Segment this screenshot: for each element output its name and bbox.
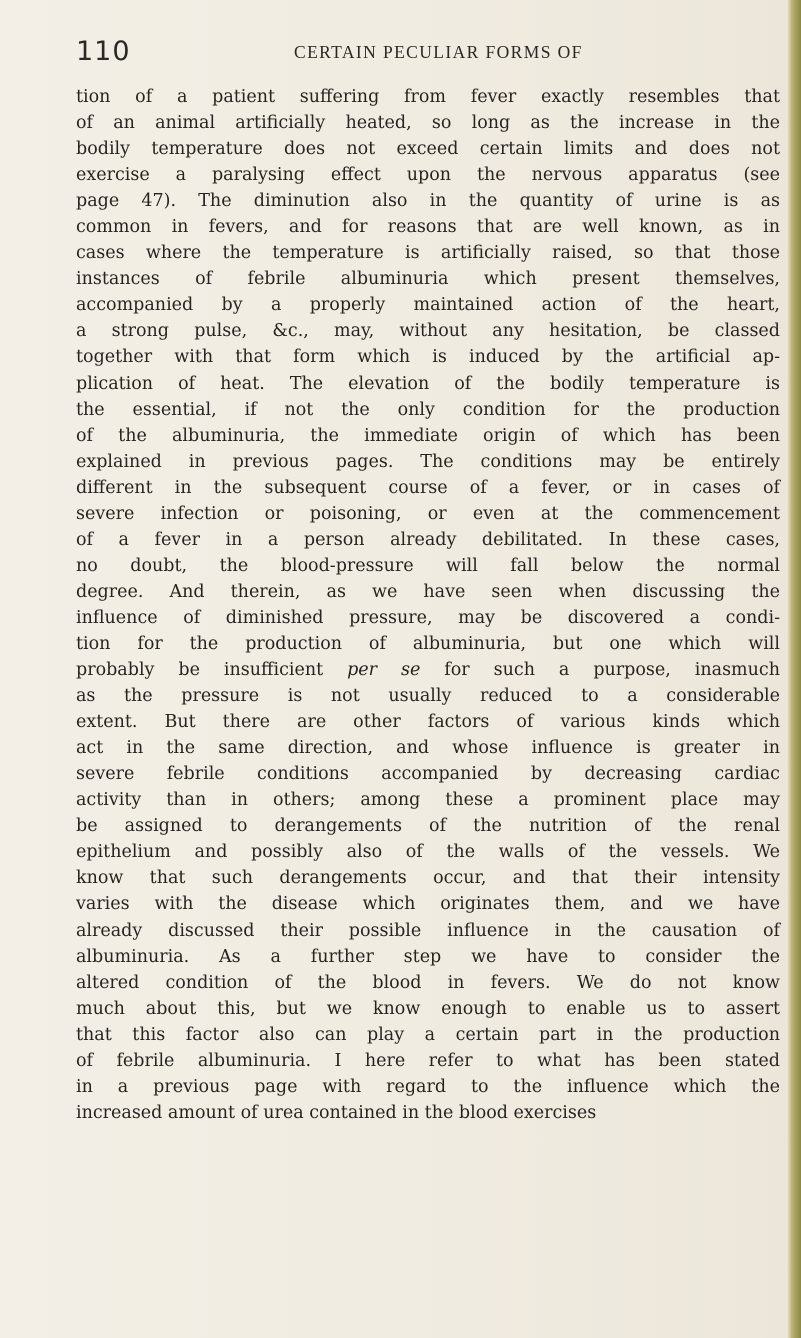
text-line: plication of heat. The elevation of the bodily temperature is [76, 373, 780, 394]
text-line: probably be insufficient per se for such a purpose, inasmuch [76, 660, 780, 681]
text-line: know that such derangements occur, and that their intensity [76, 868, 780, 889]
text-line: of the albuminuria, the immediate origin of which has been [76, 425, 780, 446]
text-line: together with that form which is induced by the artificial ap- [76, 347, 780, 368]
text-line: degree. And therein, as we have seen when discussing the [76, 581, 780, 602]
text-line: severe febrile conditions accompanied by decreasing cardiac [76, 764, 780, 785]
text-line: exercise a paralysing effect upon the nervous apparatus (see [76, 165, 780, 186]
text-line: be assigned to derangements of the nutrition of the renal [76, 816, 780, 837]
running-head [76, 36, 716, 72]
text-line: tion for the production of albuminuria, but one which will [76, 633, 780, 654]
text-line: altered condition of the blood in fevers. We do not know [76, 972, 780, 993]
text-line: act in the same direction, and whose influence is greater in [76, 738, 780, 759]
text-line: cases where the temperature is artificially raised, so that those [76, 243, 780, 264]
text-line: activity than in others; among these a prominent place may [76, 790, 780, 811]
text-line: bodily temperature does not exceed certain limits and does not [76, 139, 780, 160]
text-line: increased amount of urea contained in the blood exercises [76, 1102, 597, 1123]
text-line: as the pressure is not usually reduced to a considerable [76, 686, 780, 707]
text-line: instances of febrile albuminuria which present themselves, [76, 269, 780, 290]
body-text [76, 84, 788, 1126]
text-line: that this factor also can play a certain part in the production [76, 1024, 780, 1045]
page-edge-shadow [787, 0, 801, 1338]
text-line: varies with the disease which originates them, and we have [76, 894, 780, 915]
text-line: of febrile albuminuria. I here refer to what has been stated [76, 1050, 780, 1071]
text-line: accompanied by a properly maintained action of the heart, [76, 295, 780, 316]
text-line: much about this, but we know enough to enable us to assert [76, 998, 780, 1019]
text-line: the essential, if not the only condition for the production [76, 399, 780, 420]
text-line: epithelium and possibly also of the walls of the vessels. We [76, 842, 780, 863]
text-line: of an animal artificially heated, so long as the increase in the [76, 113, 780, 134]
text-line: no doubt, the blood-pressure will fall below the normal [76, 555, 780, 576]
text-line: of a fever in a person already debilitated. In these cases, [76, 529, 780, 550]
text-line: different in the subsequent course of a fever, or in cases of [76, 477, 780, 498]
text-line: in a previous page with regard to the influence which the [76, 1076, 780, 1097]
text-line: extent. But there are other factors of various kinds which [76, 712, 780, 733]
text-line: tion of a patient suffering from fever exactly resembles that [76, 87, 780, 107]
text-line: page 47). The diminution also in the quantity of urine is as [76, 191, 780, 212]
text-line: explained in previous pages. The conditions may be entirely [76, 451, 780, 472]
text-line: influence of diminished pressure, may be discovered a condi- [76, 607, 780, 628]
text-line: severe infection or poisoning, or even at the commencement [76, 503, 780, 524]
running-head-title: CERTAIN PECULIAR FORMS OF [294, 42, 583, 62]
text-line: common in fevers, and for reasons that are well known, as in [76, 217, 780, 238]
page-number: 110 [76, 36, 131, 67]
text-line: a strong pulse, &c., may, without any hesitation, be classed [76, 321, 780, 342]
text-line: albuminuria. As a further step we have to consider the [76, 946, 780, 967]
text-line: already discussed their possible influence in the causation of [76, 920, 780, 941]
